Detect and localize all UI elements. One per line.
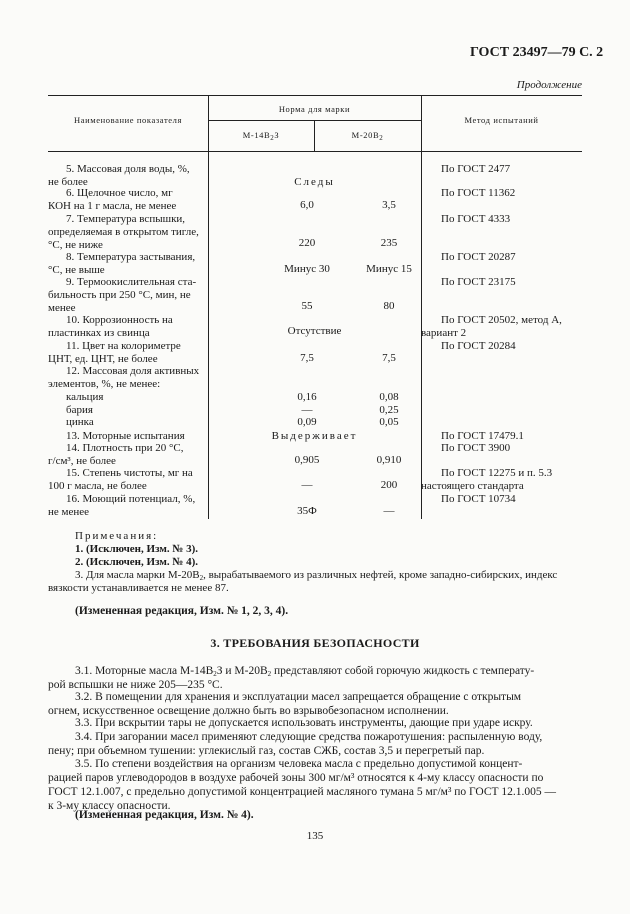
- row-16-indicator: 16. Моющий потенциал, %, не менее: [48, 493, 196, 518]
- properties-table: [48, 95, 582, 519]
- row-15-m14: —: [301, 479, 313, 491]
- row-9-indicator: 9. Термоокислительная ста- бильность при 250 °С, мин, не менее: [48, 276, 197, 314]
- row-16-method: По ГОСТ 10734: [441, 493, 516, 505]
- row-zinc-m14: 0,09: [297, 416, 317, 428]
- col-header-norm: Норма для марки: [278, 104, 351, 114]
- row-8-m14: Минус 30: [284, 263, 330, 275]
- notes-changed-edition: (Измененная редакция, Изм. № 1, 2, 3, 4).: [75, 605, 289, 617]
- row-12-indicator: 12. Массовая доля активных элементов, %, не менее:: [48, 365, 200, 390]
- row-5-indicator: 5. Массовая доля воды, %, не более: [48, 163, 190, 188]
- row-calcium-m20: 0,08: [379, 391, 399, 403]
- row-9-method: По ГОСТ 23175: [441, 276, 516, 288]
- row-11-m20: 7,5: [382, 352, 396, 364]
- row-13-method: По ГОСТ 17479.1: [441, 430, 524, 442]
- row-8-indicator: 8. Температура застывания, °С, не выше: [48, 251, 196, 276]
- row-zinc-label: цинка: [66, 416, 94, 428]
- document-code: ГОСТ 23497—79 С. 2: [470, 45, 604, 60]
- row-10-merged-value: Отсутствие: [287, 325, 342, 337]
- row-calcium-label: кальция: [66, 391, 104, 403]
- para-3-3: 3.3. При вскрытии тары не допускается использовать инструменты, дающие при ударе искру.: [75, 717, 533, 729]
- continuation-label: Продолжение: [516, 79, 582, 91]
- row-11-m14: 7,5: [300, 352, 314, 364]
- row-barium-label: бария: [66, 404, 93, 416]
- para-3-1: 3.1. Моторные масла $М-14В_2З$ и $М-20В_2$ представляют собой горючую жидкость с температу- рой вспышки не ниже 205—235 °С.: [48, 665, 535, 691]
- col-header-m20: $М-20В_2$: [351, 130, 384, 142]
- row-15-method: По ГОСТ 12275 и п. 5.3 настоящего стандарта: [421, 467, 553, 492]
- row-7-indicator: 7. Температура вспышки, определяемая в открытом тигле, °С, не ниже: [48, 213, 199, 251]
- row-6-m20: 3,5: [382, 199, 396, 211]
- row-11-indicator: 11. Цвет на колориметре ЦНТ, ед. ЦНТ, не более: [48, 340, 181, 365]
- row-16-m14: 35Ф: [297, 505, 317, 517]
- para-3-5: 3.5. По степени воздействия на организм человека масла с предельно допустимой концент- рацией паров углеводородов в воздухе рабочей зоны 300 мг/м³ относятся к 4-му классу опасности по ГОСТ 12.1.007, с предельно допустимой концентрацией масляного тумана 5 мг/м³ по ГОСТ 12.1.005 — к 3-му классу опасности.: [48, 758, 557, 812]
- row-6-m14: 6,0: [300, 199, 314, 211]
- row-8-m20: Минус 15: [366, 263, 412, 275]
- col-header-method: Метод испытаний: [464, 115, 539, 125]
- col-header-m14: $М-14В_2З$: [242, 130, 280, 142]
- page-number: 135: [306, 830, 324, 842]
- para-3-4: 3.4. При загорании масел применяют следующие средства пожаротушения: распыленную воду, пену; при объемном тушении: углекислый газ, состав СЖБ, состав 3,5 и перегретый пар.: [48, 731, 543, 757]
- row-zinc-m20: 0,05: [379, 416, 399, 428]
- row-14-m20: 0,910: [376, 454, 402, 466]
- row-calcium-m14: 0,16: [297, 391, 317, 403]
- row-10-method: По ГОСТ 20502, метод А, вариант 2: [421, 314, 562, 339]
- col-header-indicator: Наименование показателя: [73, 115, 182, 125]
- row-15-indicator: 15. Степень чистоты, мг на 100 г масла, не более: [48, 467, 193, 492]
- row-5-merged-value: Следы: [294, 176, 335, 188]
- notes-title: Примечания:: [75, 530, 159, 542]
- row-9-m14: 55: [301, 300, 313, 312]
- row-6-method: По ГОСТ 11362: [441, 187, 516, 199]
- row-13-indicator: 13. Моторные испытания: [66, 430, 185, 442]
- row-5-method: По ГОСТ 2477: [441, 163, 511, 175]
- row-14-method: По ГОСТ 3900: [441, 442, 511, 454]
- note-3-cont: вязкости устанавливается не менее 87.: [48, 582, 229, 594]
- row-14-m14: 0,905: [294, 454, 320, 466]
- note-2: 2. (Исключен, Изм. № 4).: [75, 556, 199, 568]
- row-15-m20: 200: [380, 479, 398, 491]
- row-8-method: По ГОСТ 20287: [441, 251, 516, 263]
- row-14-indicator: 14. Плотность при 20 °С, г/см³, не более: [48, 442, 184, 467]
- row-7-m14: 220: [298, 237, 316, 249]
- note-1: 1. (Исключен, Изм. № 3).: [75, 543, 199, 555]
- row-11-method: По ГОСТ 20284: [441, 340, 516, 352]
- row-barium-m20: 0,25: [379, 404, 399, 416]
- row-6-indicator: 6. Щелочное число, мг КОН на 1 г масла, не менее: [48, 187, 177, 212]
- row-10-indicator: 10. Коррозионность на пластинках из свинца: [48, 314, 173, 339]
- row-7-method: По ГОСТ 4333: [441, 213, 511, 225]
- row-16-m20: —: [383, 505, 395, 517]
- row-13-merged-value: Выдерживает: [271, 430, 358, 442]
- para-3-2: 3.2. В помещении для хранения и эксплуатации масел запрещается обращение с открытым огнем, искусственное освещение должно быть во взрывобезопасном исполнении.: [48, 691, 522, 717]
- row-7-m20: 235: [380, 237, 398, 249]
- section-3-changed-edition: (Измененная редакция, Изм. № 4).: [75, 809, 254, 821]
- section-3-title: 3. ТРЕБОВАНИЯ БЕЗОПАСНОСТИ: [210, 636, 420, 650]
- row-barium-m14: —: [301, 404, 313, 416]
- note-3: 3. Для масла марки $М-20В_2$, вырабатываемого из различных нефтей, кроме западно-сибирских, индекс: [75, 569, 558, 582]
- row-9-m20: 80: [383, 300, 395, 312]
